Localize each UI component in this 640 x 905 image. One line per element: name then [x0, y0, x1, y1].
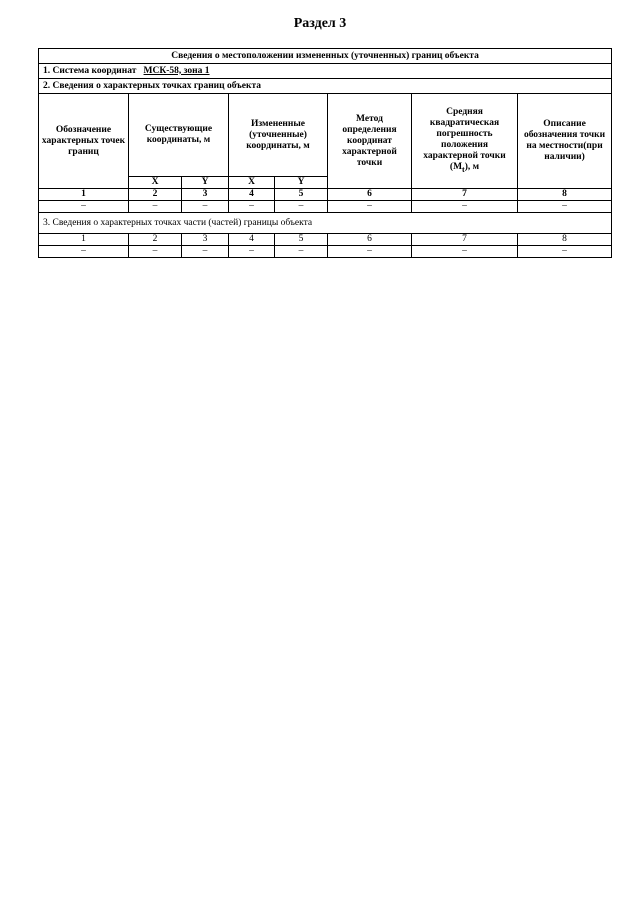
column-number: 4 — [229, 234, 275, 246]
table-cell: – — [275, 201, 328, 213]
table-cell: – — [518, 201, 612, 213]
column-number: 7 — [412, 234, 518, 246]
header-point-designation: Обозначение характерных точек границ — [39, 94, 129, 189]
column-number: 2 — [129, 234, 182, 246]
table-cell: – — [182, 201, 229, 213]
table-cell: – — [412, 201, 518, 213]
column-number: 2 — [129, 189, 182, 201]
coord-system-row — [39, 64, 612, 79]
table-caption: Сведения о местоположении измененных (уточненных) границ объекта — [39, 49, 612, 64]
table-row — [39, 246, 612, 258]
table-cell: – — [129, 201, 182, 213]
column-numbers-row — [39, 189, 612, 201]
column-number: 3 — [182, 189, 229, 201]
header-description: Описание обозначения точки на местности(при наличии) — [518, 94, 612, 189]
header-changed-coords: Измененные (уточненные) координаты, м — [229, 94, 328, 177]
column-number: 5 — [275, 234, 328, 246]
header-existing-coords: Существующие координаты, м — [129, 94, 229, 177]
coord-system-value: МСК-58, зона 1 — [143, 65, 210, 76]
table-cell: – — [328, 246, 412, 258]
coord-system-label: 1. Система координат — [43, 65, 137, 76]
header-error-unit: ), м — [464, 162, 480, 173]
header-error-sub: t — [462, 164, 465, 174]
column-number: 5 — [275, 189, 328, 201]
table-cell: – — [129, 246, 182, 258]
column-number: 8 — [518, 234, 612, 246]
header-method: Метод определения координат характерной точки — [328, 94, 412, 189]
header-existing-x: X — [129, 177, 182, 189]
boundary-table — [38, 48, 612, 258]
table-row — [39, 201, 612, 213]
table-cell: – — [39, 201, 129, 213]
table-cell: – — [39, 246, 129, 258]
header-changed-x: X — [229, 177, 275, 189]
column-number: 4 — [229, 189, 275, 201]
header-error — [412, 94, 518, 189]
header-existing-y: Y — [182, 177, 229, 189]
table-cell: – — [518, 246, 612, 258]
table-cell: – — [229, 246, 275, 258]
column-numbers-row-2 — [39, 234, 612, 246]
section2-title: 2. Сведения о характерных точках границ объекта — [39, 79, 612, 94]
table-cell: – — [275, 246, 328, 258]
column-number: 6 — [328, 189, 412, 201]
column-number: 7 — [412, 189, 518, 201]
table-cell: – — [328, 201, 412, 213]
column-number: 8 — [518, 189, 612, 201]
column-number: 6 — [328, 234, 412, 246]
column-number: 3 — [182, 234, 229, 246]
header-changed-y: Y — [275, 177, 328, 189]
table-cell: – — [412, 246, 518, 258]
page-title: Раздел 3 — [293, 16, 347, 31]
section3-title: 3. Сведения о характерных точках части (частей) границы объекта — [39, 213, 612, 234]
header-error-text: Средняя квадратическая погрешность положения характерной точки (M — [423, 107, 506, 173]
table-cell: – — [182, 246, 229, 258]
column-number: 1 — [39, 234, 129, 246]
table-cell: – — [229, 201, 275, 213]
column-number: 1 — [39, 189, 129, 201]
